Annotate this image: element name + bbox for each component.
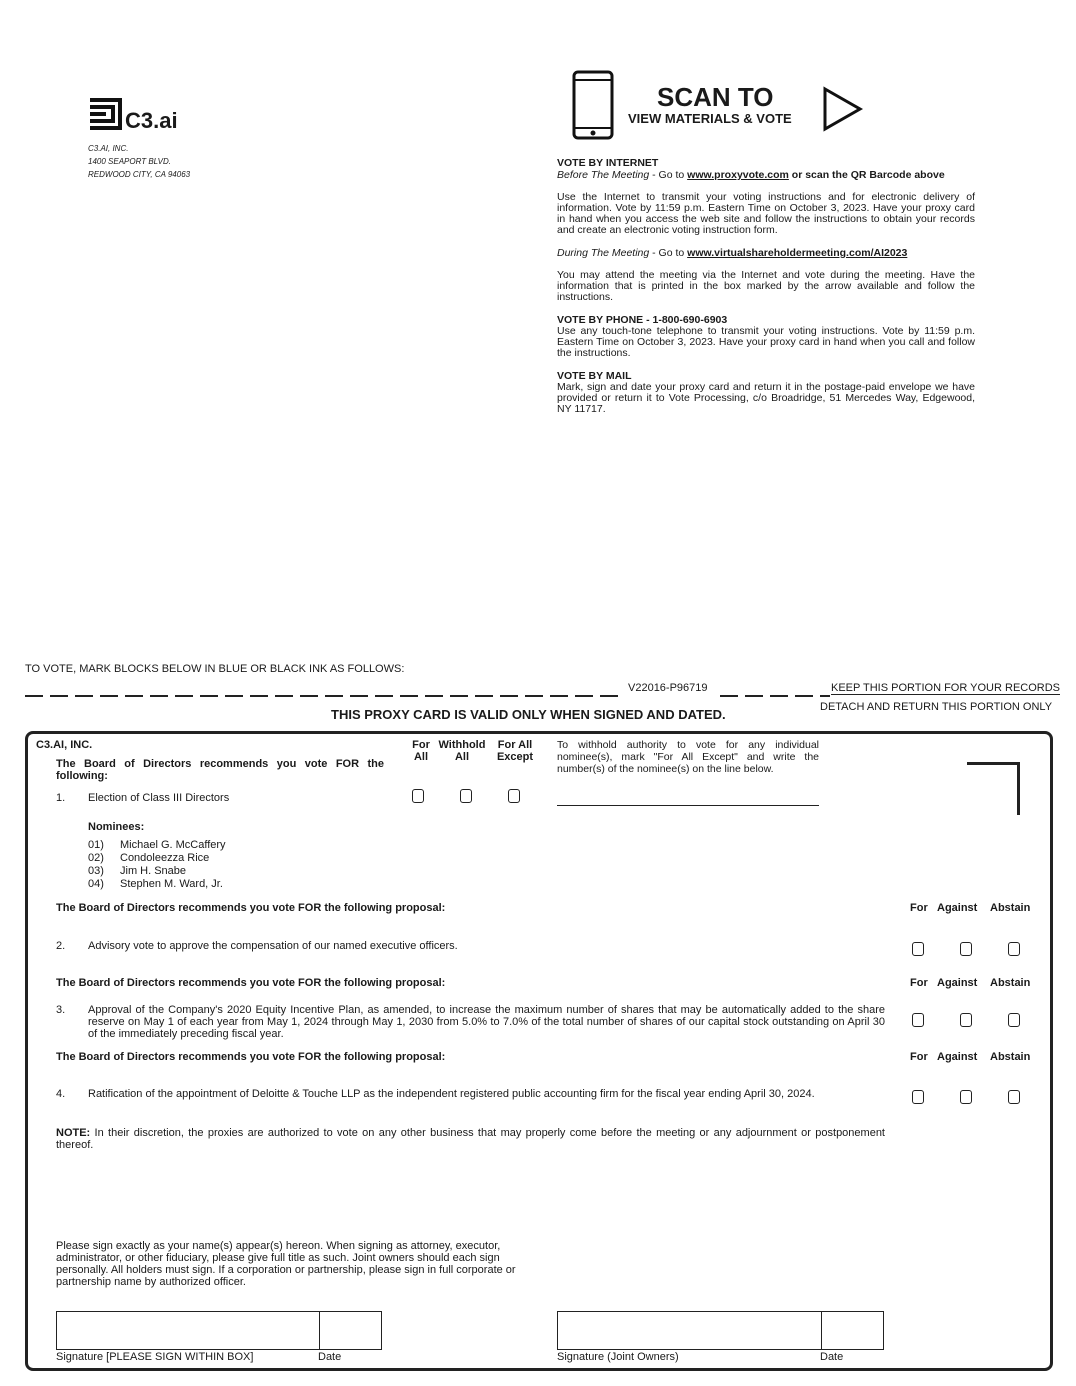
col-against: Against <box>937 977 978 989</box>
mail-text: Mark, sign and date your proxy card and return it in the postage-paid envelope we have provided or return it to Vote Processing, c/o Broadridge, 51 Mercedes Way, Edgewood, NY 11717. <box>557 381 975 415</box>
detach-line <box>25 695 625 697</box>
internet-heading: VOTE BY INTERNET <box>557 157 659 169</box>
date-label: Date <box>318 1351 342 1363</box>
against-checkbox[interactable] <box>960 1013 972 1027</box>
for-all-except-checkbox[interactable] <box>508 789 520 803</box>
against-checkbox[interactable] <box>960 1090 972 1104</box>
before-text: - Go to <box>649 169 688 181</box>
keep-label: KEEP THIS PORTION FOR YOUR RECORDS <box>831 682 1061 694</box>
item-text: Election of Class III Directors <box>88 792 230 804</box>
nominee: 04) Stephen M. Ward, Jr. <box>88 878 223 890</box>
internet-text: Use the Internet to transmit your voting instructions and for electronic delivery of information. Vote by 11:59 p.m. Eastern Time on October 3, 2023. Have your proxy card in hand when you access the web site and follow the instructions to obtain your records and create an electronic voting instruction form. <box>557 191 975 236</box>
except-nominee-line[interactable] <box>557 805 819 806</box>
virtual-meeting-link[interactable]: www.virtualshareholdermeeting.com/AI2023 <box>687 247 908 259</box>
proxyvote-link[interactable]: www.proxyvote.com <box>687 169 789 181</box>
abstain-checkbox[interactable] <box>1008 1090 1020 1104</box>
nominee-list <box>88 839 226 891</box>
joint-signature-label: Signature (Joint Owners) <box>557 1351 679 1363</box>
before-label: Before The Meeting <box>557 169 650 181</box>
note-text: In their discretion, the proxies are authorized to vote on any other business that may properly come before the meeting or any adjournment or postponement thereof. <box>56 1127 885 1151</box>
item-text: Advisory vote to approve the compensation of our named executive officers. <box>88 940 458 952</box>
card-company: C3.AI, INC. <box>36 739 93 751</box>
during-label: During The Meeting <box>557 247 650 259</box>
withhold-instructions: To withhold authority to vote for any individual nominee(s), mark "For All Except" and write the number(s) of the nominee(s) on the line below. <box>557 739 819 775</box>
nominee: 01) Michael G. McCaffery <box>88 839 226 851</box>
col-abstain: Abstain <box>990 977 1031 989</box>
for-checkbox[interactable] <box>912 942 924 956</box>
col-for: For <box>910 1051 928 1063</box>
col-abstain: Abstain <box>990 1051 1031 1063</box>
item-text: Ratification of the appointment of Deloitte & Touche LLP as the independent registered public accounting firm for the fiscal year ending April 30, 2024. <box>88 1088 815 1100</box>
item-number: 3. <box>56 1004 66 1016</box>
item-number: 4. <box>56 1088 66 1100</box>
recommendation: The Board of Directors recommends you vote FOR the following proposal: <box>56 1051 446 1063</box>
mail-heading: VOTE BY MAIL <box>557 370 632 382</box>
mark-instruction: TO VOTE, MARK BLOCKS BELOW IN BLUE OR BLACK INK AS FOLLOWS: <box>25 663 405 675</box>
joint-signature-box[interactable] <box>557 1311 822 1350</box>
company-address <box>88 142 190 181</box>
abstain-checkbox[interactable] <box>1008 942 1020 956</box>
col-for-all-except: For All Except <box>496 739 534 763</box>
withhold-all-checkbox[interactable] <box>460 789 472 803</box>
c3-logo-icon <box>88 98 122 130</box>
date-box[interactable] <box>318 1311 382 1350</box>
recommendation-1: The Board of Directors recommends you vote FOR the following: <box>56 758 384 782</box>
arrow-icon <box>822 86 864 132</box>
note-label: NOTE: <box>56 1127 91 1139</box>
against-checkbox[interactable] <box>960 942 972 956</box>
during-text: - Go to <box>649 247 688 259</box>
joint-date-box[interactable] <box>820 1311 884 1350</box>
phone-heading: VOTE BY PHONE - 1-800-690-6903 <box>557 314 728 326</box>
col-against: Against <box>937 902 978 914</box>
voting-instructions <box>557 157 975 415</box>
nominees-label: Nominees: <box>88 821 145 833</box>
note <box>56 1127 885 1151</box>
detach-line <box>720 695 830 697</box>
phone-icon <box>572 70 614 140</box>
scan-title: SCAN TO <box>657 82 774 112</box>
logo-text: C3.ai <box>125 108 178 133</box>
recommendation: The Board of Directors recommends you vote FOR the following proposal: <box>56 902 446 914</box>
address-line: 1400 SEAPORT BLVD. <box>88 157 172 166</box>
signing-instructions: Please sign exactly as your name(s) appear(s) hereon. When signing as attorney, executor, administrator, or other fiduciary, please give full title as such. Joint owners should each sign personally. All holders must sign. If a corporation or partnership, please sign in full corporate or partnership name by authorized officer. <box>56 1240 516 1288</box>
for-checkbox[interactable] <box>912 1090 924 1104</box>
col-abstain: Abstain <box>990 902 1031 914</box>
card-code: V22016-P96719 <box>628 682 708 694</box>
corner-mark <box>967 762 1020 815</box>
nominee: 03) Jim H. Snabe <box>88 865 187 877</box>
item-number: 1. <box>56 792 66 804</box>
for-checkbox[interactable] <box>912 1013 924 1027</box>
return-label: DETACH AND RETURN THIS PORTION ONLY <box>820 701 1053 713</box>
item-text: Approval of the Company's 2020 Equity Incentive Plan, as amended, to increase the maximum number of shares that may be automatically added to the share reserve on May 1 of each year from May 1, 2024 through May 1, 2030 from 5.0% to 7.0% of the total number of shares of our capital stock outstanding on April 30 of the immediately preceding fiscal year. <box>88 1004 885 1040</box>
company-name: C3.AI, INC. <box>88 144 129 153</box>
col-for: For <box>910 902 928 914</box>
col-withhold-all: Withhold All <box>438 739 486 763</box>
signature-label: Signature [PLEASE SIGN WITHIN BOX] <box>56 1351 254 1363</box>
col-against: Against <box>937 1051 978 1063</box>
for-all-checkbox[interactable] <box>412 789 424 803</box>
col-for: For <box>910 977 928 989</box>
address-line: REDWOOD CITY, CA 94063 <box>88 170 191 179</box>
abstain-checkbox[interactable] <box>1008 1013 1020 1027</box>
date-label: Date <box>820 1351 844 1363</box>
signature-box[interactable] <box>56 1311 320 1350</box>
recommendation: The Board of Directors recommends you vote FOR the following proposal: <box>56 977 446 989</box>
scan-subtitle: VIEW MATERIALS & VOTE <box>628 111 792 126</box>
item-number: 2. <box>56 940 66 952</box>
col-for-all: For All <box>412 739 430 763</box>
valid-notice: THIS PROXY CARD IS VALID ONLY WHEN SIGNED AND DATED. <box>331 707 726 722</box>
meeting-text: You may attend the meeting via the Internet and vote during the meeting. Have the information that is printed in the box marked by the arrow available and follow the instructions. <box>557 269 975 303</box>
before-tail: or scan the QR Barcode above <box>788 169 945 181</box>
phone-text: Use any touch-tone telephone to transmit your voting instructions. Vote by 11:59 p.m. Eastern Time on October 3, 2023. Have your proxy card in hand when you call and follow the instructions. <box>557 325 975 359</box>
nominee: 02) Condoleezza Rice <box>88 852 210 864</box>
